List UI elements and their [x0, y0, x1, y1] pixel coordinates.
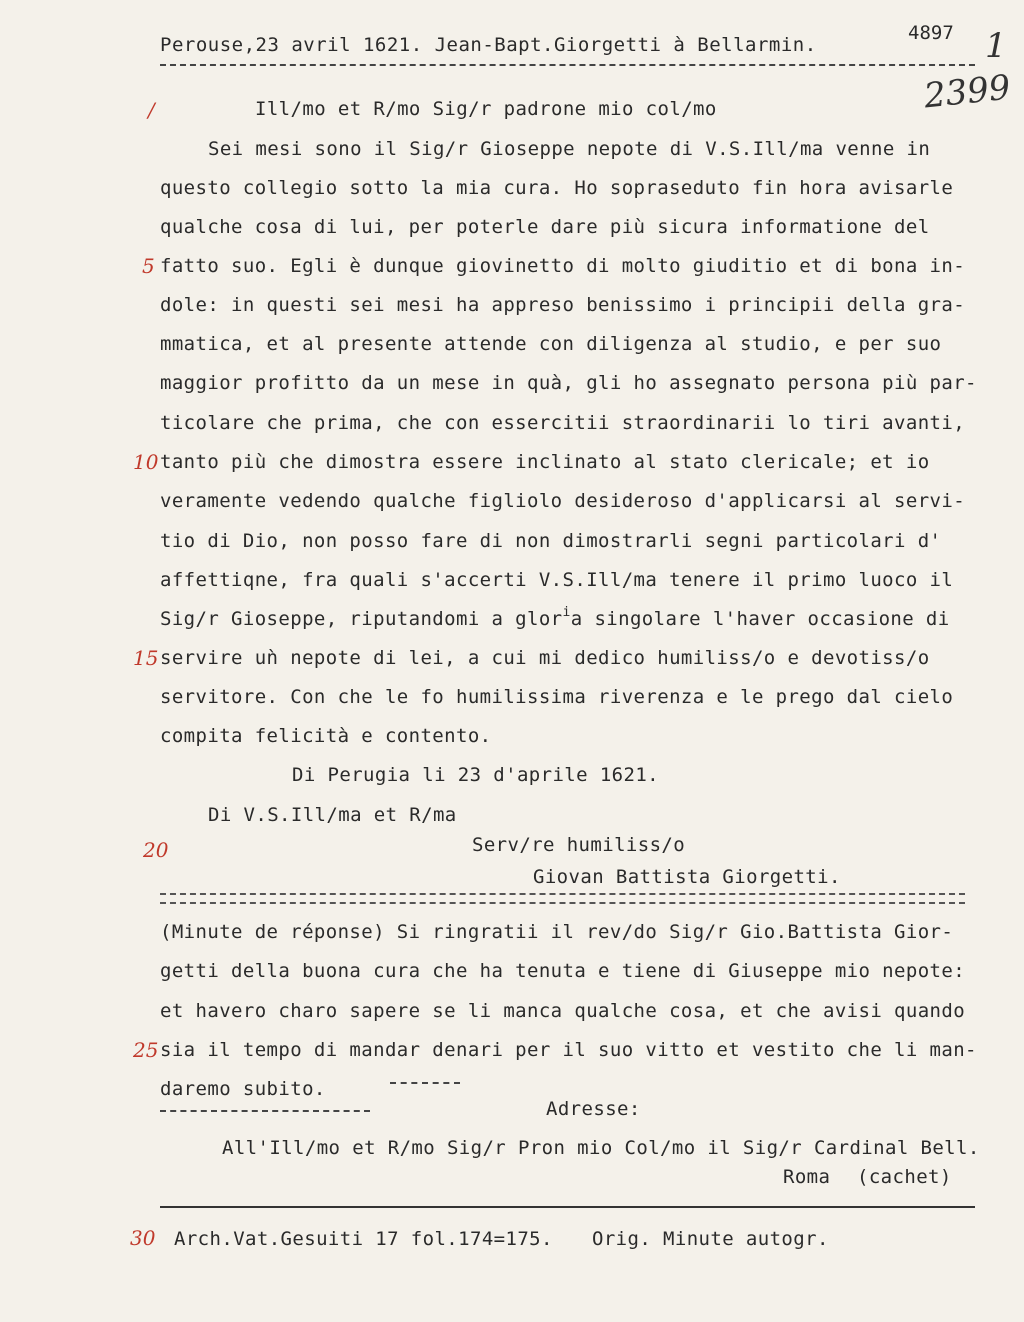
letter-line: tanto più che dimostra essere inclinato al stato clericale; et io: [160, 451, 930, 473]
letter-line-13-end: a singolare l'haver occasione di: [570, 608, 950, 630]
letter-line: veramente vedendo qualche figliolo desideroso d'applicarsi al servi-: [160, 490, 966, 512]
letter-line: Sei mesi sono il Sig/r Gioseppe nepote di V.S.Ill/ma venne in: [208, 138, 931, 160]
line-marker-25: 25: [133, 1038, 159, 1062]
reply-line: sia il tempo di mandar denari per il suo vitto et vestito che li man-: [160, 1039, 977, 1061]
line-marker-20: 20: [143, 838, 169, 862]
line-marker-5: 5: [142, 254, 155, 278]
letter-line: dole: in questi sei mesi ha appreso benissimo i principii della gra-: [160, 294, 966, 316]
document-header: Perouse,23 avril 1621. Jean-Bapt.Giorgetti à Bellarmin.: [160, 34, 817, 56]
letter-line: mmatica, et al presente attende con diligenza al studio, e per suo: [160, 333, 942, 355]
page-number: 1: [985, 26, 1007, 66]
letter-line-13: [160, 605, 950, 630]
letter-line: servitore. Con che le fo humilissima riverenza e le prego dal cielo: [160, 686, 954, 708]
dash-rule: [390, 1082, 460, 1084]
letter-line-13-start: Sig/r Gioseppe, riputandomi a glor: [160, 608, 563, 630]
signature-name: Giovan Battista Giorgetti.: [533, 866, 841, 888]
letter-date: Di Perugia li 23 d'aprile 1621.: [292, 764, 660, 786]
archive-number: 2399: [922, 67, 1013, 117]
address-line: All'Ill/mo et R/mo Sig/r Pron mio Col/mo il Sig/r Cardinal Bell.: [222, 1137, 980, 1159]
letter-line: tio di Dio, non posso fare di non dimostrarli segni particolari d': [160, 530, 942, 552]
dash-rule: [160, 1110, 370, 1112]
signature-title: Serv/re humiliss/o: [472, 834, 686, 856]
address-seal: (cachet): [857, 1166, 952, 1188]
letter-salutation: Ill/mo et R/mo Sig/r padrone mio col/mo: [255, 98, 717, 120]
document-number: 4897: [908, 22, 954, 44]
footer-source: Arch.Vat.Gesuiti 17 fol.174=175.: [174, 1228, 553, 1250]
line-marker-30: 30: [130, 1226, 156, 1250]
inserted-letter: i: [562, 605, 571, 620]
address-city: Roma: [783, 1166, 831, 1188]
header-rule: [160, 64, 975, 66]
footer-rule: [160, 1206, 975, 1208]
letter-line: servire uǹ nepote di lei, a cui mi dedico humiliss/o e devotiss/o: [160, 647, 930, 669]
letter-line: compita felicità e contento.: [160, 725, 492, 747]
line-marker-15: 15: [133, 646, 159, 670]
letter-line: ticolare che prima, che con essercitii straordinarii lo tiri avanti,: [160, 412, 966, 434]
reply-line: et havero charo sapere se li manca qualche cosa, et che avisi quando: [160, 1000, 966, 1022]
letter-line: fatto suo. Egli è dunque giovinetto di molto giuditio et di bona in-: [160, 255, 966, 277]
reply-line: getti della buona cura che ha tenuta e tiene di Giuseppe mio nepote:: [160, 960, 966, 982]
line-marker-1: /: [148, 98, 155, 122]
letter-line: qualche cosa di lui, per poterle dare più sicura informatione del: [160, 216, 930, 238]
footer-note: Orig. Minute autogr.: [592, 1228, 829, 1250]
letter-line: affettiqne, fra quali s'accerti V.S.Ill/ma tenere il primo luoco il: [160, 569, 954, 591]
letter-line: maggior profitto da un mese in quà, gli ho assegnato persona più par-: [160, 372, 977, 394]
reply-line: (Minute de réponse) Si ringratii il rev/do Sig/r Gio.Battista Gior-: [160, 921, 954, 943]
section-divider: [160, 893, 965, 904]
letter-line: questo collegio sotto la mia cura. Ho sopraseduto fin hora avisarle: [160, 177, 954, 199]
reply-line: daremo subito.: [160, 1078, 326, 1100]
address-label: Adresse:: [546, 1098, 641, 1120]
letter-closing: Di V.S.Ill/ma et R/ma: [208, 804, 457, 826]
line-marker-10: 10: [133, 450, 159, 474]
